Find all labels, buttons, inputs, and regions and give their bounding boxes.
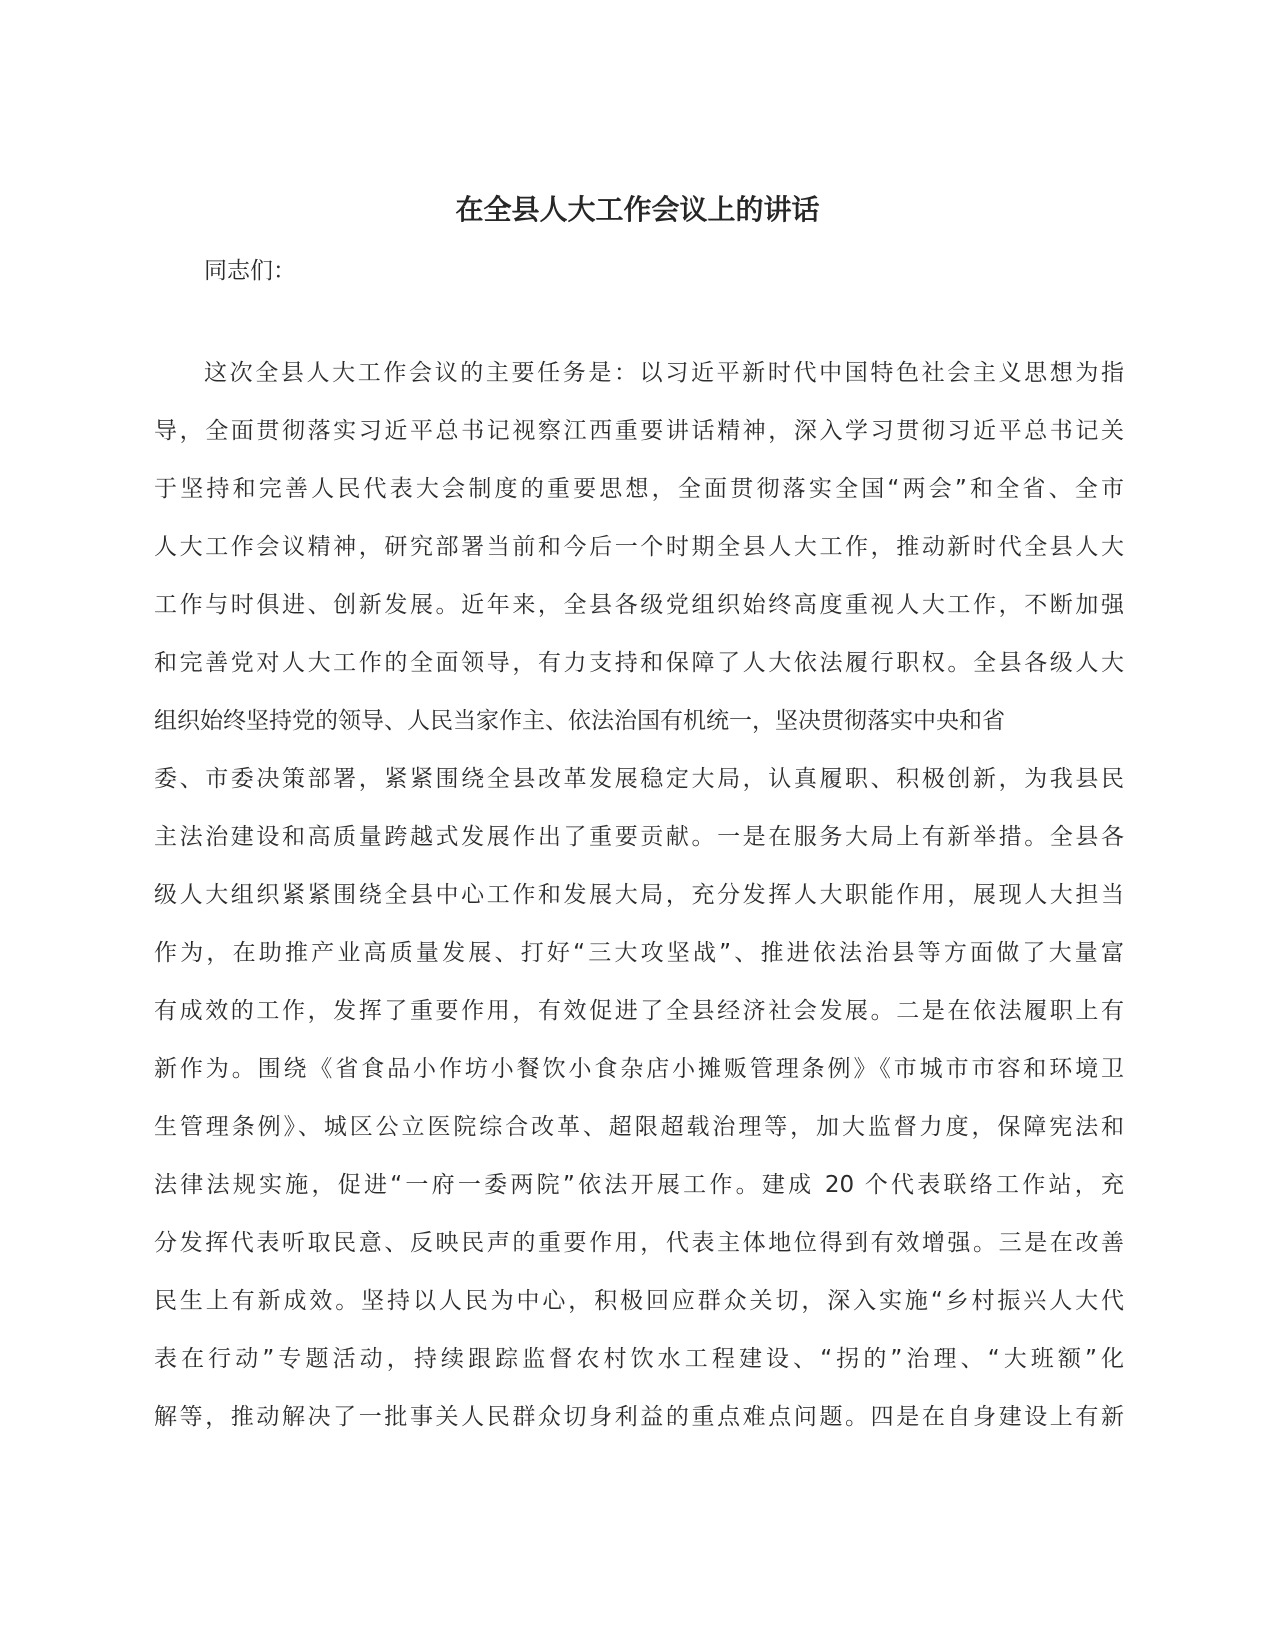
body-line: 生管理条例》、城区公立医院综合改革、超限超载治理等，加大监督力度，保障宪法和 [154,1114,1124,1140]
body-line: 级人大组织紧紧围绕全县中心工作和发展大局，充分发挥人大职能作用，展现人大担当 [154,882,1124,908]
body-line: 主法治建设和高质量跨越式发展作出了重要贡献。一是在服务大局上有新举措。全县各 [154,824,1124,850]
body-line: 导，全面贯彻落实习近平总书记视察江西重要讲话精神，深入学习贯彻习近平总书记关 [154,418,1124,444]
body-line: 委、市委决策部署，紧紧围绕全县改革发展稳定大局，认真履职、积极创新，为我县民 [154,766,1124,792]
body-line: 这次全县人大工作会议的主要任务是：以习近平新时代中国特色社会主义思想为指 [204,360,1124,386]
body-line: 于坚持和完善人民代表大会制度的重要思想，全面贯彻落实全国“两会”和全省、全市 [154,476,1124,502]
salutation: 同志们： [204,258,296,284]
body-line: 有成效的工作，发挥了重要作用，有效促进了全县经济社会发展。二是在依法履职上有 [154,998,1124,1024]
body-line: 表在行动”专题活动，持续跟踪监督农村饮水工程建设、“拐的”治理、“大班额”化 [154,1346,1124,1372]
body-line: 人大工作会议精神，研究部署当前和今后一个时期全县人大工作，推动新时代全县人大 [154,534,1124,560]
body-line: 组织始终坚持党的领导、人民当家作主、依法治国有机统一，坚决贯彻落实中央和省 [154,708,1005,734]
body-line: 解等，推动解决了一批事关人民群众切身利益的重点难点问题。四是在自身建设上有新 [154,1404,1124,1430]
body-paragraph [154,356,1124,1458]
body-line: 工作与时俱进、创新发展。近年来，全县各级党组织始终高度重视人大工作，不断加强 [154,592,1124,618]
body-line: 民生上有新成效。坚持以人民为中心，积极回应群众关切，深入实施“乡村振兴人大代 [154,1288,1124,1314]
body-line: 法律法规实施，促进“一府一委两院”依法开展工作。建成 20 个代表联络工作站，充 [154,1172,1124,1198]
body-line: 分发挥代表听取民意、反映民声的重要作用，代表主体地位得到有效增强。三是在改善 [154,1230,1124,1256]
document-title: 在全县人大工作会议上的讲话 [455,193,820,226]
body-line: 和完善党对人大工作的全面领导，有力支持和保障了人大依法履行职权。全县各级人大 [154,650,1124,676]
body-line: 作为，在助推产业高质量发展、打好“三大攻坚战”、推进依法治县等方面做了大量富 [154,940,1124,966]
body-line: 新作为。围绕《省食品小作坊小餐饮小食杂店小摊贩管理条例》《市城市市容和环境卫 [154,1056,1124,1082]
